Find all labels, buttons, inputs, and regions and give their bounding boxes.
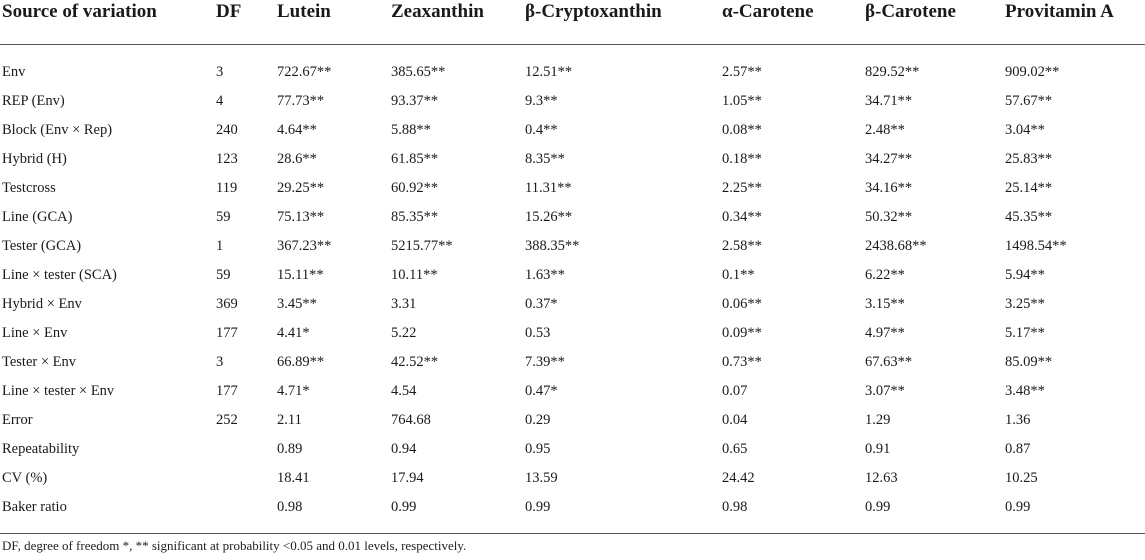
table-body	[0, 45, 1145, 534]
row-label: Line (GCA)	[2, 209, 73, 225]
table-cell: 909.02**	[1005, 63, 1060, 80]
table-cell: 0.99	[525, 498, 551, 515]
table-cell: 5215.77**	[391, 238, 453, 254]
table-cell: 3	[216, 63, 224, 80]
row-label: Repeatability	[2, 441, 80, 457]
table-cell: 2.58**	[722, 238, 762, 254]
table-cell: 0.09**	[722, 325, 762, 341]
table-cell: 0.91	[865, 441, 891, 457]
table-cell: 34.27**	[865, 151, 913, 167]
column-header: DF	[216, 1, 242, 22]
row-label: REP (Env)	[2, 93, 65, 109]
table-cell: 15.11**	[277, 267, 324, 283]
row-label: Hybrid × Env	[2, 296, 82, 312]
table-cell: 119	[216, 180, 238, 196]
table-cell: 25.83**	[1005, 151, 1053, 167]
table-cell: 2.25**	[722, 180, 762, 196]
table-cell: 3.45**	[277, 296, 317, 312]
table-cell: 0.04	[722, 412, 748, 428]
table-cell: 42.52**	[391, 354, 439, 370]
table-cell: 2.48**	[865, 122, 905, 138]
table-cell: 1.63**	[525, 267, 565, 283]
table-cell: 60.92**	[391, 180, 439, 196]
table-cell: 3.15**	[865, 296, 905, 312]
column-header: β-Carotene	[865, 1, 956, 22]
row-label: Tester × Env	[2, 354, 77, 370]
table-cell: 0.29	[525, 412, 551, 428]
table-cell: 0.47*	[525, 383, 558, 399]
table-header	[0, 0, 1145, 45]
table-cell: 3	[216, 354, 224, 370]
column-header: Source of variation	[2, 1, 157, 22]
table-cell: 85.09**	[1005, 354, 1053, 370]
table-cell: 93.37**	[391, 93, 439, 109]
table-cell: 29.25**	[277, 180, 325, 196]
row-label: Env	[2, 63, 26, 80]
table-cell: 45.35**	[1005, 209, 1053, 225]
table-row	[0, 406, 1145, 435]
table-cell: 66.89**	[277, 354, 325, 370]
table-cell: 123	[216, 151, 238, 167]
table-cell: 12.51**	[525, 63, 573, 80]
table-cell: 0.87	[1005, 441, 1031, 457]
table-cell: 77.73**	[277, 93, 325, 109]
column-header: Provitamin A	[1005, 1, 1114, 22]
table-cell: 177	[216, 383, 238, 399]
table-cell: 7.39**	[525, 354, 565, 370]
table-cell: 34.71**	[865, 93, 913, 109]
table-cell: 50.32**	[865, 209, 913, 225]
table-cell: 388.35**	[525, 238, 580, 254]
table-cell: 15.26**	[525, 209, 573, 225]
table-cell: 8.35**	[525, 151, 565, 167]
table-cell: 369	[216, 296, 238, 312]
table-cell: 75.13**	[277, 209, 325, 225]
table-cell: 1.36	[1005, 412, 1031, 428]
table-row	[0, 45, 1145, 88]
table-cell: 0.99	[865, 498, 891, 515]
table-cell: 12.63	[865, 470, 898, 486]
table-cell: 5.88**	[391, 122, 431, 138]
table-cell: 0.37*	[525, 296, 558, 312]
table-cell: 0.99	[391, 498, 417, 515]
table-cell: 0.95	[525, 441, 551, 457]
column-header: β-Cryptoxanthin	[525, 1, 662, 22]
table-row	[0, 174, 1145, 203]
table-cell: 177	[216, 325, 238, 341]
table-cell: 85.35**	[391, 209, 439, 225]
table-cell: 9.3**	[525, 93, 558, 109]
table-cell: 4	[216, 93, 224, 109]
table-cell: 3.07**	[865, 383, 905, 399]
table-cell: 5.94**	[1005, 267, 1045, 283]
row-label: Testcross	[2, 180, 56, 196]
table-row	[0, 261, 1145, 290]
table-row	[0, 145, 1145, 174]
table-cell: 0.08**	[722, 122, 762, 138]
table-cell: 722.67**	[277, 63, 332, 80]
table-cell: 1	[216, 238, 224, 254]
table-cell: 0.18**	[722, 151, 762, 167]
row-label: Hybrid (H)	[2, 151, 67, 167]
table-cell: 28.6**	[277, 151, 317, 167]
table-cell: 24.42	[722, 470, 755, 486]
table-cell: 0.94	[391, 441, 417, 457]
table-cell: 0.34**	[722, 209, 762, 225]
table-cell: 0.89	[277, 441, 303, 457]
table-cell: 10.11**	[391, 267, 438, 283]
table-row	[0, 348, 1145, 377]
table-cell: 0.53	[525, 325, 551, 341]
table-cell: 0.07	[722, 383, 748, 399]
row-label: CV (%)	[2, 470, 48, 486]
table-cell: 25.14**	[1005, 180, 1053, 196]
table-cell: 13.59	[525, 470, 558, 486]
row-label: Line × tester (SCA)	[2, 267, 117, 283]
table-row	[0, 203, 1145, 232]
table-cell: 3.04**	[1005, 122, 1045, 138]
table-cell: 0.99	[1005, 498, 1031, 515]
table-cell: 764.68	[391, 412, 431, 428]
table-cell: 59	[216, 209, 231, 225]
table-cell: 67.63**	[865, 354, 913, 370]
table-row	[0, 87, 1145, 116]
table-cell: 57.67**	[1005, 93, 1053, 109]
table-row	[0, 435, 1145, 464]
table-cell: 3.48**	[1005, 383, 1045, 399]
table-cell: 385.65**	[391, 63, 446, 80]
table-cell	[214, 493, 275, 534]
table-row	[0, 493, 1145, 534]
table-cell: 17.94	[391, 470, 424, 486]
table-cell: 2438.68**	[865, 238, 927, 254]
table-cell: 3.25**	[1005, 296, 1045, 312]
table-row	[0, 319, 1145, 348]
table-cell: 10.25	[1005, 470, 1038, 486]
table-row	[0, 116, 1145, 145]
row-label: Baker ratio	[2, 498, 67, 515]
table-row	[0, 232, 1145, 261]
table-cell: 11.31**	[525, 180, 572, 196]
table-cell: 59	[216, 267, 231, 283]
table-row	[0, 290, 1145, 319]
table-cell: 0.65	[722, 441, 748, 457]
table-cell: 240	[216, 122, 238, 138]
column-header: Zeaxanthin	[391, 1, 484, 22]
table-cell: 252	[216, 412, 238, 428]
table-cell: 6.22**	[865, 267, 905, 283]
table-cell: 2.57**	[722, 63, 762, 80]
table-cell: 5.22	[391, 325, 417, 341]
row-label: Line × tester × Env	[2, 383, 115, 399]
table-cell: 0.73**	[722, 354, 762, 370]
table-cell: 0.1**	[722, 267, 755, 283]
table-cell: 5.17**	[1005, 325, 1045, 341]
table-cell: 0.98	[722, 498, 748, 515]
table-cell: 0.4**	[525, 122, 558, 138]
table-cell: 34.16**	[865, 180, 913, 196]
table-cell: 0.98	[277, 498, 303, 515]
table-cell: 4.41*	[277, 325, 310, 341]
column-header: α-Carotene	[722, 1, 814, 22]
table-footnote: DF, degree of freedom *, ** significant at probability <0.05 and 0.01 levels, respectively.	[2, 538, 467, 553]
table-cell	[214, 435, 275, 464]
column-header: Lutein	[277, 1, 331, 22]
header-row	[0, 0, 1145, 45]
row-label: Block (Env × Rep)	[2, 122, 113, 138]
table-row	[0, 377, 1145, 406]
table-cell: 0.06**	[722, 296, 762, 312]
table-cell: 3.31	[391, 296, 417, 312]
table-cell: 4.97**	[865, 325, 905, 341]
table-cell: 367.23**	[277, 238, 332, 254]
table-cell: 2.11	[277, 412, 302, 428]
table-cell: 18.41	[277, 470, 310, 486]
table-cell: 4.71*	[277, 383, 310, 399]
row-label: Error	[2, 412, 33, 428]
table-row	[0, 464, 1145, 493]
table-cell: 61.85**	[391, 151, 439, 167]
table-cell: 829.52**	[865, 63, 920, 80]
table-cell: 4.64**	[277, 122, 317, 138]
table-cell: 1498.54**	[1005, 238, 1067, 254]
table-cell	[214, 464, 275, 493]
table-cell: 1.05**	[722, 93, 762, 109]
table-cell: 1.29	[865, 412, 891, 428]
table-cell: 4.54	[391, 383, 417, 399]
row-label: Line × Env	[2, 325, 68, 341]
row-label: Tester (GCA)	[2, 238, 82, 254]
